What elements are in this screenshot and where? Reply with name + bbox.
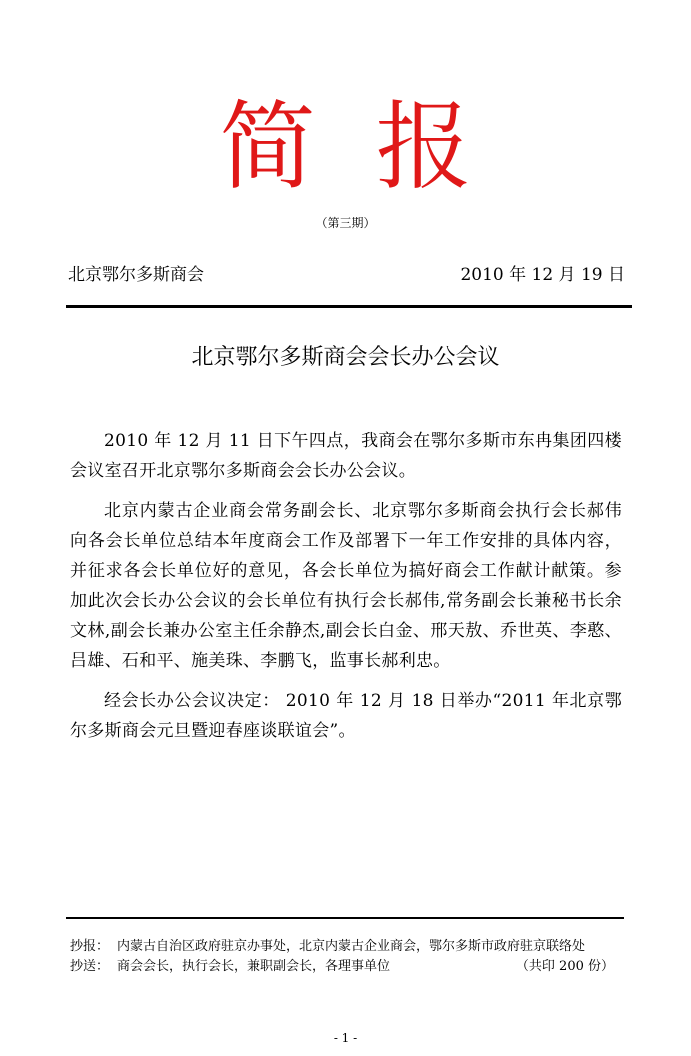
bulletin-title: 简报: [219, 91, 532, 203]
cc-row: [70, 937, 622, 957]
send-label: 抄送：: [70, 959, 110, 974]
send-row: [70, 957, 622, 977]
article-headline: 北京鄂尔多斯商会会长办公会议: [191, 345, 500, 370]
article-paragraph: 2010 年 12 月 11 日下午四点，我商会在鄂尔多斯市东冉集团四楼会议室召开北京鄂尔多斯商会会长办公会议。: [70, 431, 622, 481]
header-divider: [66, 305, 632, 308]
organization-name: 北京鄂尔多斯商会: [68, 265, 204, 285]
send-value: 商会会长，执行会长，兼职副会长，各理事单位: [117, 959, 391, 974]
page-number: - 1 -: [333, 1031, 358, 1045]
article-body: [70, 426, 622, 756]
article-paragraph: 经会长办公会议决定： 2010 年 12 月 18 日举办“2011 年北京鄂尔多斯商会元旦暨迎春座谈联谊会”。: [70, 691, 622, 741]
issue-date: 2010 年 12 月 19 日: [460, 265, 625, 285]
distribution-block: [70, 937, 622, 977]
article-paragraph: 北京内蒙古企业商会常务副会长、北京鄂尔多斯商会执行会长郝伟向各会长单位总结本年度商会工作及部署下一年工作安排的具体内容，并征求各会长单位好的意见，各会长单位为搞好商会工作献计献策。参加此次会长办公会议的会长单位有执行会长郝伟,常务副会长兼秘书长余文林,副会长兼办公室主任余静杰,副会长白金、邢天敖、乔世英、李憨、吕雄、石和平、施美珠、李鹏飞，监事长郝利忠。: [70, 501, 622, 671]
issue-number: （第三期）: [315, 216, 376, 230]
cc-label: 抄报：: [70, 939, 110, 954]
print-count: （共印 200 份）: [515, 959, 614, 974]
footer-divider: [66, 917, 624, 919]
cc-value: 内蒙古自治区政府驻京办事处，北京内蒙古企业商会，鄂尔多斯市政府驻京联络处: [117, 939, 586, 954]
